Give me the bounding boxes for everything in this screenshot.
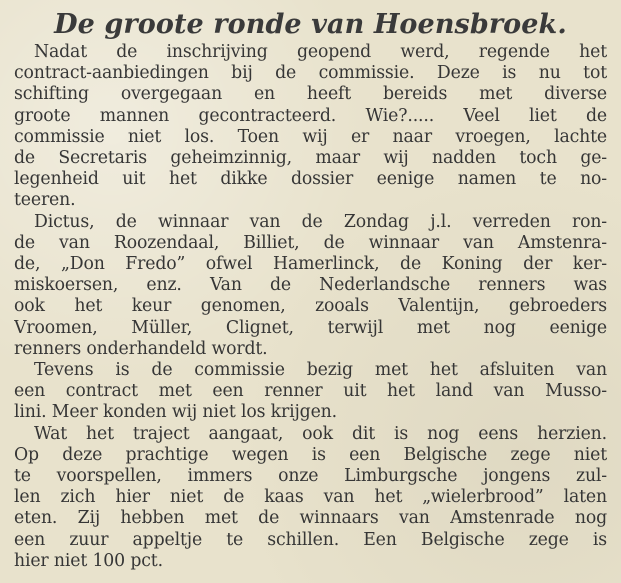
text-line: lini. Meer konden wij niet los krijgen.	[14, 402, 337, 423]
article-body	[14, 42, 607, 572]
paragraph	[14, 212, 607, 360]
text-line: schifting overgegaan en heeft bereids met diverse	[14, 84, 607, 105]
article-title: De groote ronde van Hoensbroek.	[54, 9, 567, 40]
text-line: miskoersen, enz. Van de Nederlandsche renners was	[14, 275, 607, 296]
text-line: eten. Zij hebben met de winnaars van Amstenrade nog	[14, 508, 607, 529]
text-line: hier niet 100 pct.	[14, 550, 163, 571]
text-line: ook het keur genomen, zooals Valentijn, gebroeders	[14, 296, 607, 317]
text-line: groote mannen gecontracteerd. Wie?..... Veel liet de	[14, 105, 607, 126]
paragraph	[14, 42, 607, 212]
text-line: Op deze prachtige wegen is een Belgische zege niet	[14, 444, 607, 465]
text-line: Tevens is de commissie bezig met het afsluiten van	[34, 360, 607, 381]
text-line: de, „Don Fredo” ofwel Hamerlinck, de Koning der ker-	[14, 254, 607, 275]
text-line: contract-aanbiedingen bij de commissie. Deze is nu tot	[14, 63, 607, 84]
text-line: een zuur appeltje te schillen. Een Belgische zege is	[14, 529, 607, 550]
text-line: een contract met een renner uit het land van Musso-	[14, 381, 607, 402]
text-line: Wat het traject aangaat, ook dit is nog eens herzien.	[34, 423, 607, 444]
text-line: legenheid uit het dikke dossier eenige namen te no-	[14, 169, 607, 190]
text-line: Nadat de inschrijving geopend werd, regende het	[34, 42, 607, 62]
text-line: de Secretaris geheimzinnig, maar wij nadden toch ge-	[14, 148, 607, 169]
paragraph	[14, 360, 607, 424]
text-line: commissie niet los. Toen wij er naar vroegen, lachte	[14, 126, 607, 147]
paragraph	[14, 424, 607, 572]
text-line: len zich hier niet de kaas van het „wielerbrood” laten	[14, 487, 607, 508]
text-line: de van Roozendaal, Billiet, de winnaar van Amstenra-	[14, 232, 607, 253]
text-line: Vroomen, Müller, Clignet, terwijl met nog eenige	[14, 317, 607, 338]
text-line: renners onderhandeld wordt.	[14, 338, 268, 359]
text-line: teeren.	[14, 190, 76, 211]
text-line: Dictus, de winnaar van de Zondag j.l. verreden ron-	[34, 211, 607, 232]
text-line: te voorspellen, immers onze Limburgsche jongens zul-	[14, 466, 607, 487]
